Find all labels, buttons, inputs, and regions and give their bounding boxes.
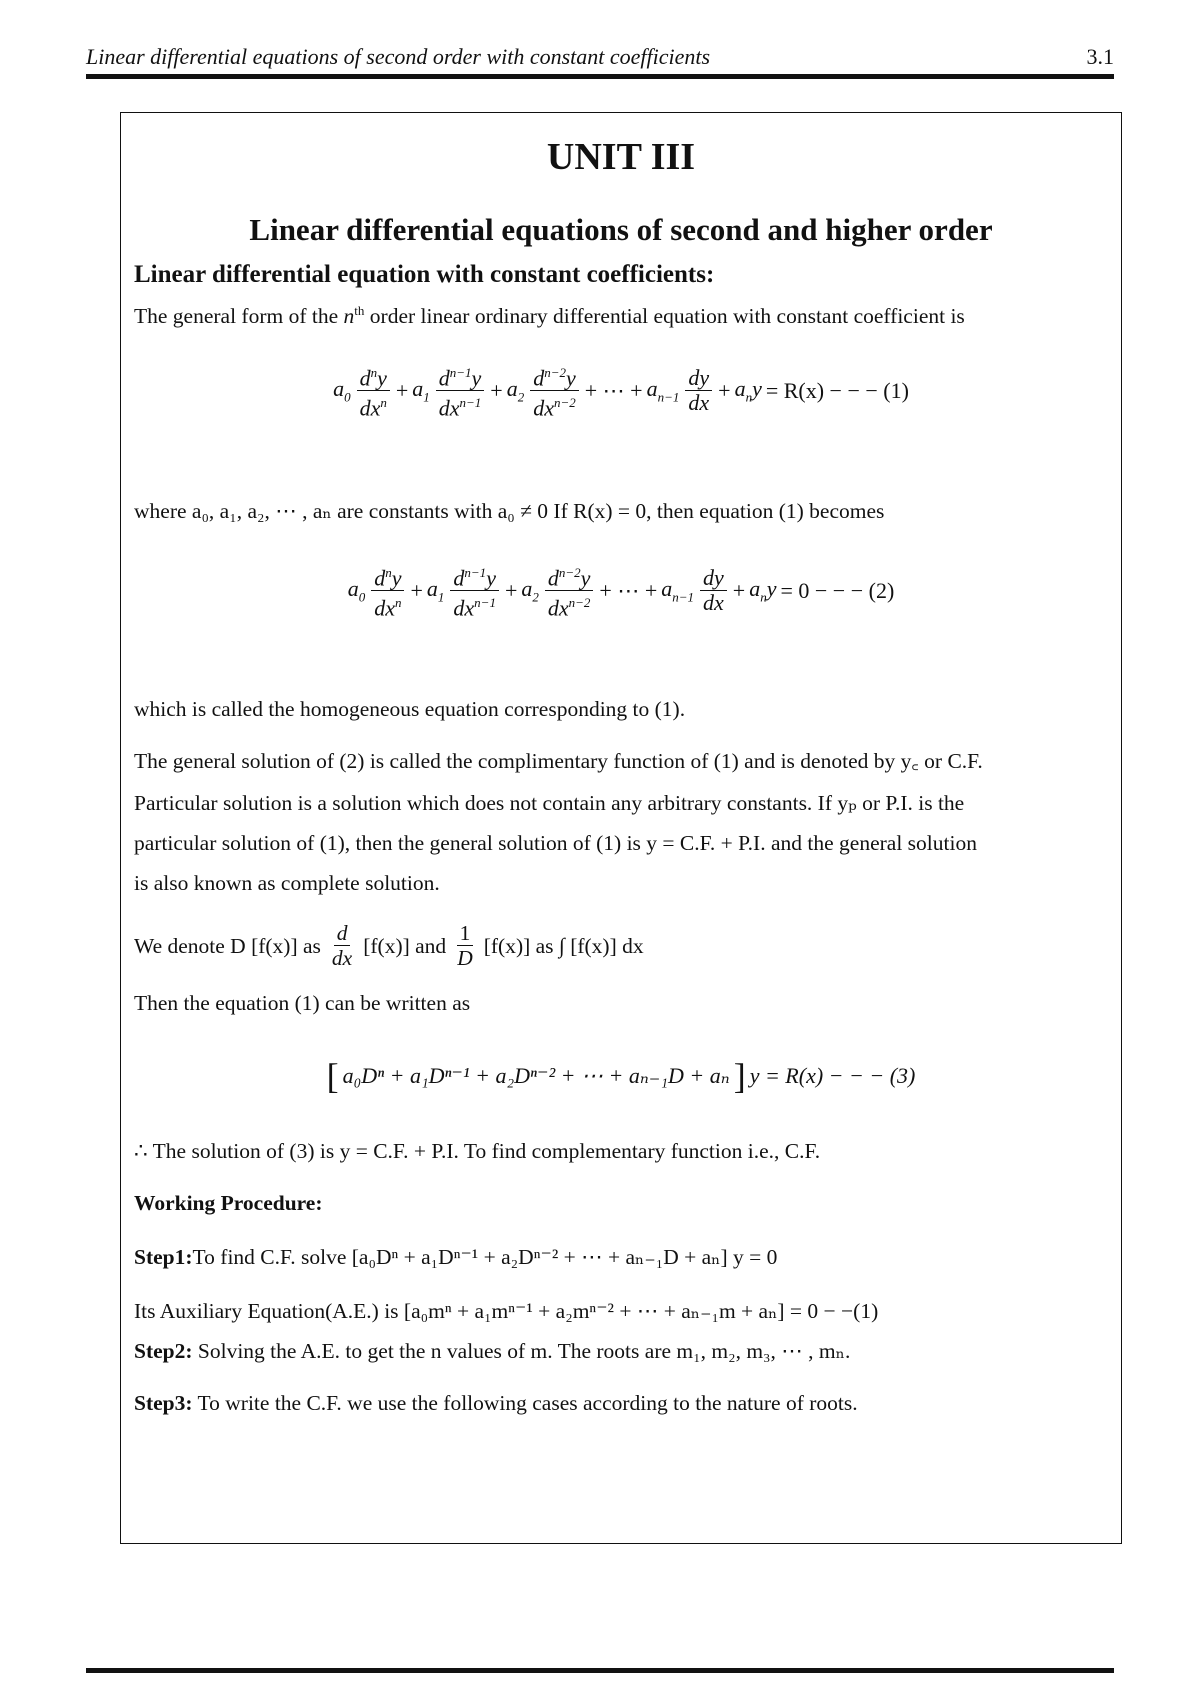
content-box — [120, 112, 1122, 1544]
sub-heading: Linear differential equation with constant coefficients: — [134, 261, 715, 288]
where-paragraph: where a₀, a₁, a₂, ⋯ , aₙ are constants with a₀ ≠ 0 If R(x) = 0, then equation (1) becomes — [134, 499, 885, 523]
page-number: 3.1 — [1086, 44, 1114, 69]
working-procedure-heading: Working Procedure: — [134, 1191, 323, 1215]
equation-2: $a_0$ $\frac{d^ny}{dx^n}$ + $a_1$ $\frac{d^{n-1}y}{dx^{n-1}}$ + $a_2$ $\frac{d^{n-2}y}{dx^{n-2}}$ + ⋯ + $a_{n-1}$ $\frac{dy}{dx}$ + $a_ny$ = 0 − − − (2) — [121, 561, 1121, 621]
step3-paragraph: Step3: To write the C.F. we use the following cases according to the nature of roots. — [134, 1391, 858, 1415]
auxiliary-equation-paragraph: Its Auxiliary Equation(A.E.) is [a₀mⁿ + a₁mⁿ⁻¹ + a₂mⁿ⁻² + ⋯ + aₙ₋₁m + aₙ] = 0 − −(1) — [134, 1299, 879, 1323]
running-header — [86, 44, 1114, 79]
solution-paragraph: ∴ The solution of (3) is y = C.F. + P.I. To find complementary function i.e., C.F. — [134, 1139, 821, 1163]
unit-title: UNIT III — [546, 136, 696, 178]
intro-paragraph: The general form of the $n^{th}$ order linear ordinary differential equation with constant coefficient is — [134, 303, 965, 329]
equation-3: [ a₀Dⁿ + a₁Dⁿ⁻¹ + a₂Dⁿ⁻² + ⋯ + aₙ₋₁D + aₙ ] y = R(x) − − − (3) — [326, 1056, 916, 1096]
step2-paragraph: Step2: Solving the A.E. to get the n values of m. The roots are m₁, m₂, m₃, ⋯ , mₙ. — [134, 1339, 851, 1363]
particular-line-3: is also known as complete solution. — [134, 871, 440, 895]
equation-3-rhs: y = R(x) − − − (3) — [749, 1063, 916, 1088]
equation-3-operator: a₀Dⁿ + a₁Dⁿ⁻¹ + a₂Dⁿ⁻² + ⋯ + aₙ₋₁D + aₙ — [342, 1063, 730, 1088]
particular-line-2: particular solution of (1), then the general solution of (1) is y = C.F. + P.I. and the general solution — [134, 831, 977, 855]
then-paragraph: Then the equation (1) can be written as — [134, 991, 471, 1015]
particular-line-1: Particular solution is a solution which does not contain any arbitrary constants. If yₚ or P.I. is the — [134, 791, 965, 815]
step1-paragraph: Step1:To find C.F. solve [a₀Dⁿ + a₁Dⁿ⁻¹ + a₂Dⁿ⁻² + ⋯ + aₙ₋₁D + aₙ] y = 0 — [134, 1245, 778, 1269]
general-solution-paragraph: The general solution of (2) is called the complimentary function of (1) and is denoted by y꜀ or C.F. — [134, 749, 983, 773]
header-title: Linear differential equations of second order with constant coefficients — [86, 44, 711, 69]
equation-2-rhs: = 0 − − − (2) — [780, 577, 895, 603]
equation-1: $a_0$ $\frac{d^ny}{dx^n}$ + $a_1$ $\frac{d^{n-1}y}{dx^{n-1}}$ + $a_2$ $\frac{d^{n-2}y}{dx^{n-2}}$ + ⋯ + $a_{n-1}$ $\frac{dy}{dx}$ + $a_ny$ = R(x) − − − (1) — [121, 361, 1121, 421]
main-heading: Linear differential equations of second and higher order — [249, 212, 993, 247]
equation-1-rhs: = R(x) − − − (1) — [765, 377, 909, 403]
bottom-rule — [86, 1668, 1114, 1673]
homogeneous-paragraph: which is called the homogeneous equation corresponding to (1). — [134, 697, 686, 721]
denote-paragraph: We denote D [f(x)] as $\frac{d}{dx}$ [f(x)] and $\frac{1}{D}$ [f(x)] as ∫ [f(x)] dx — [134, 921, 644, 970]
